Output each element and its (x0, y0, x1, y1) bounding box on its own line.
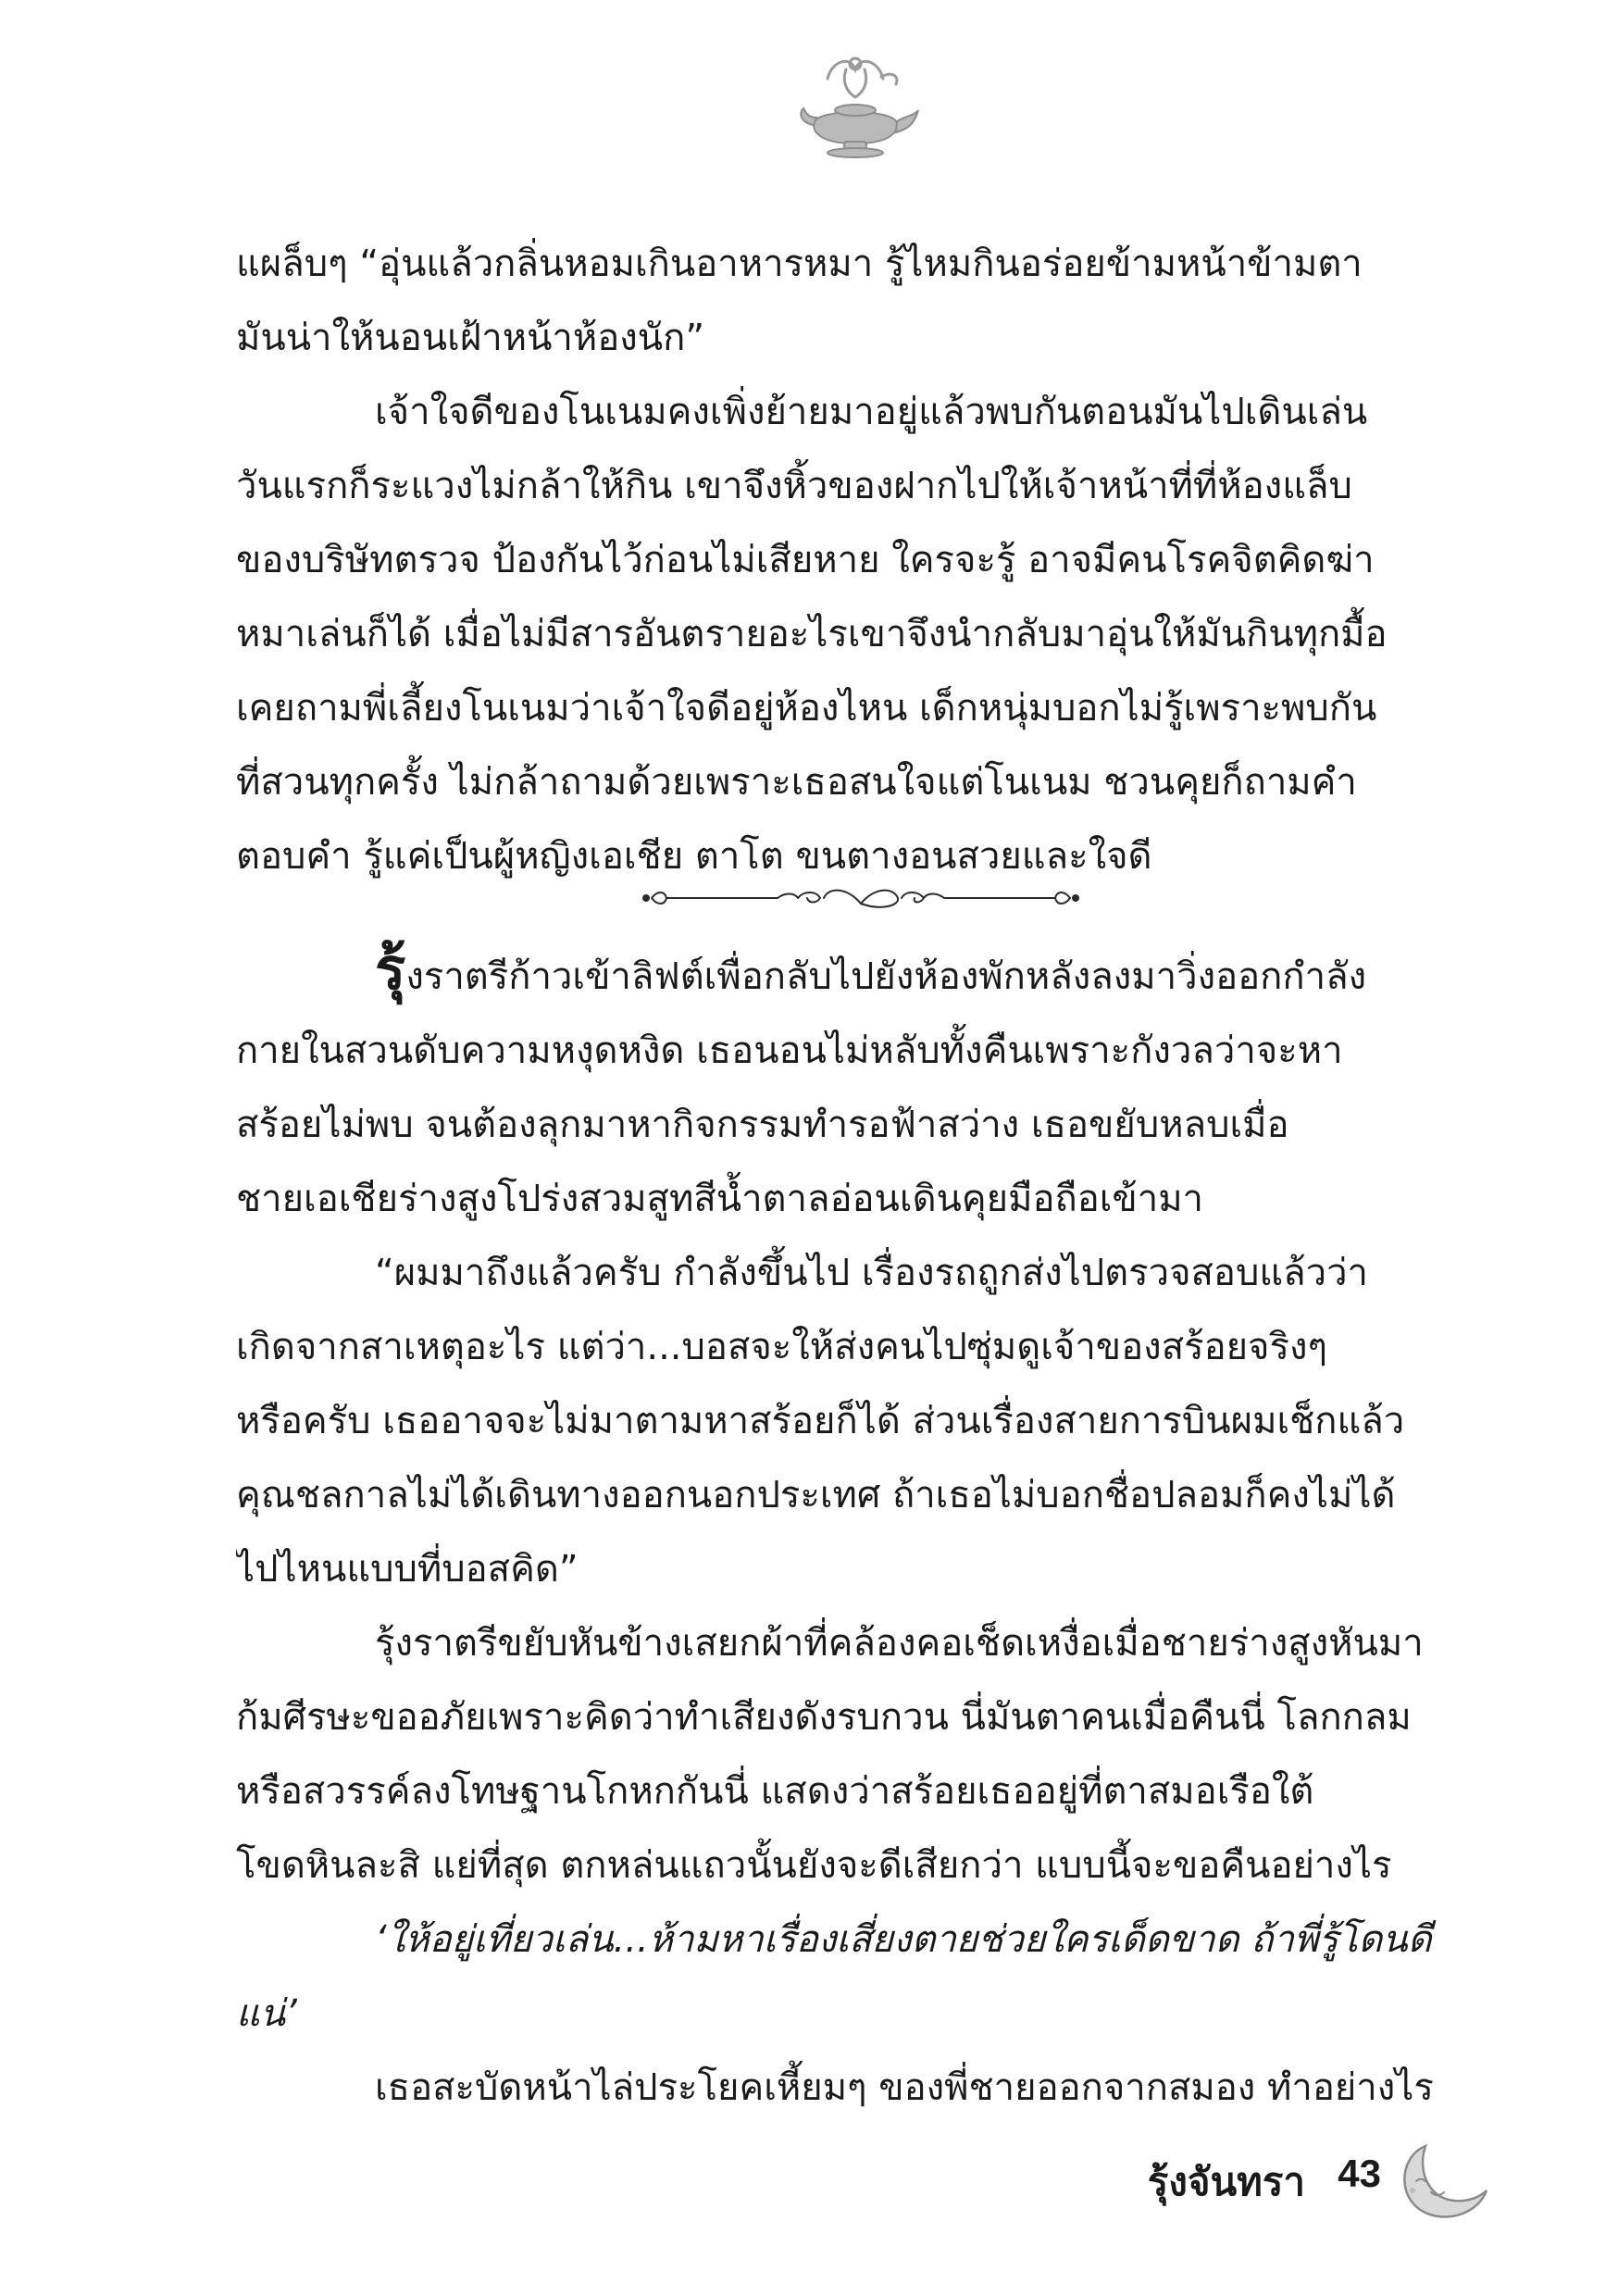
text-line: ‘ให้อยู่เที่ยวเล่น...ห้ามหาเรื่องเสี่ยงตายช่วยใครเด็ดขาด ถ้าพี่รู้โดนดี (375, 1918, 1432, 1961)
text-line: รุ้งราตรีขยับหันข้างเสยกผ้าที่คล้องคอเช็ดเหงื่อเมื่อชายร่างสูงหันมา (375, 1622, 1424, 1665)
text-line: กายในสวนดับความหงุดหงิด เธอนอนไม่หลับทั้งคืนเพราะกังวลว่าจะหา (236, 1029, 1343, 1072)
text-line: สร้อยไม่พบ จนต้องลุกมาหากิจกรรมทำรอฟ้าสว่าง เธอขยับหลบเมื่อ (236, 1104, 1289, 1146)
text-line: ชายเอเชียร่างสูงโปร่งสวมสูทสีน้ำตาลอ่อนเดินคุยมือถือเข้ามา (236, 1178, 1204, 1220)
text-line: “ผมมาถึงแล้วครับ กำลังขึ้นไป เรื่องรถถูกส่งไปตรวจสอบแล้วว่า (375, 1252, 1369, 1294)
text-line: คุณชลกาลไม่ได้เดินทางออกนอกประเทศ ถ้าเธอไม่บอกชื่อปลอมก็คงไม่ได้ (236, 1474, 1396, 1516)
text-line: เกิดจากสาเหตุอะไร แต่ว่า...บอสจะให้ส่งคนไปซุ่มดูเจ้าของสร้อยจริงๆ (236, 1326, 1327, 1368)
text-line: หรือครับ เธออาจจะไม่มาตามหาสร้อยก็ได้ ส่วนเรื่องสายการบินผมเช็กแล้ว (236, 1400, 1405, 1442)
text-line: ตอบคำ รู้แค่เป็นผู้หญิงเอเชีย ตาโต ขนตางอนสวยและใจดี (236, 835, 1152, 878)
page-number: 43 (1338, 2152, 1381, 2195)
text-line: ที่สวนทุกครั้ง ไม่กล้าถามด้วยเพราะเธอสนใจแต่โนเนม ชวนคุยก็ถามคำ (236, 761, 1357, 804)
paragraph-block-top (236, 227, 1444, 893)
text-line: แผล็บๆ “อุ่นแล้วกลิ่นหอมเกินอาหารหมา รู้ไหมกินอร่อยข้ามหน้าข้ามตา (236, 243, 1363, 285)
crescent-moon-icon (1388, 2139, 1490, 2222)
genie-lamp-icon (790, 51, 920, 162)
text-line: เคยถามพี่เลี้ยงโนเนมว่าเจ้าใจดีอยู่ห้องไหน เด็กหนุ่มบอกไม่รู้เพราะพบกัน (236, 687, 1377, 730)
paragraph-block-bottom (236, 940, 1444, 2125)
text-line: วันแรกก็ระแวงไม่กล้าให้กิน เขาจึงหิ้วของฝากไปให้เจ้าหน้าที่ที่ห้องแล็บ (236, 465, 1352, 507)
text-line: ก้มศีรษะขออภัยเพราะคิดว่าทำเสียงดังรบกวน นี่มันตาคนเมื่อคืนนี่ โลกกลม (236, 1696, 1412, 1739)
text-line-with-dropcap (236, 940, 1444, 1014)
book-title: รุ้งจันทรา (1147, 2159, 1305, 2204)
text-line: เธอสะบัดหน้าไล่ประโยคเหี้ยมๆ ของพี่ชายออกจากสมอง ทำอย่างไร (375, 2066, 1434, 2109)
text-line: โขดหินละสิ แย่ที่สุด ตกหล่นแถวนั้นยังจะดีเสียกว่า แบบนี้จะขอคืนอย่างไร (236, 1844, 1392, 1887)
drop-cap: รุ้ (375, 940, 406, 1003)
text-line: หมาเล่นก็ได้ เมื่อไม่มีสารอันตรายอะไรเขาจึงนำกลับมาอุ่นให้มันกินทุกมื้อ (236, 613, 1388, 655)
text-line: งราตรีก้าวเข้าลิฟต์เพื่อกลับไปยังห้องพักหลังลงมาวิ่งออกกำลัง (405, 955, 1367, 998)
text-line: หรือสวรรค์ลงโทษฐานโกหกกันนี่ แสดงว่าสร้อยเธออยู่ที่ตาสมอเรือใต้ (236, 1770, 1314, 1813)
text-line: มันน่าให้นอนเฝ้าหน้าห้องนัก” (236, 317, 705, 359)
text-line: ไปไหนแบบที่บอสคิด” (236, 1548, 579, 1591)
heart-flourish-divider-icon (639, 880, 1083, 917)
page-footer (1064, 2139, 1490, 2222)
text-line: ของบริษัทตรวจ ป้องกันไว้ก่อนไม่เสียหาย ใครจะรู้ อาจมีคนโรคจิตคิดฆ่า (236, 539, 1375, 581)
text-line: แน่’ (236, 1992, 297, 2035)
text-line: เจ้าใจดีของโนเนมคงเพิ่งย้ายมาอยู่แล้วพบกันตอนมันไปเดินเล่น (375, 391, 1368, 433)
